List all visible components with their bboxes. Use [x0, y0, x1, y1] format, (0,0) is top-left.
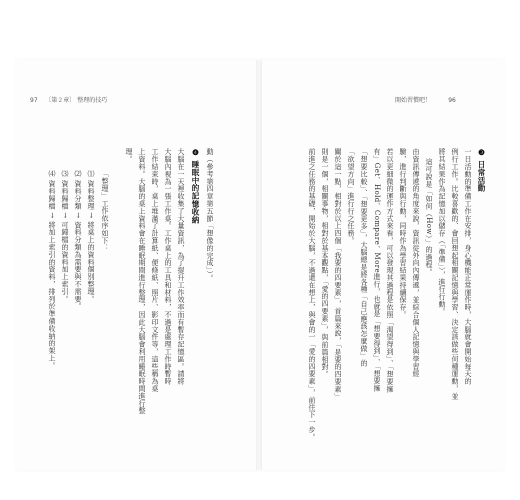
left-text-column: 理。: [125, 148, 133, 163]
left-section-heading: ❹ 睡眠中的記憶收納: [191, 148, 200, 224]
right-text-column: 驗，進行判斷與行動，同時作為學習結果持續保存。: [399, 148, 407, 319]
left-list-item: ⑷ 資料歸檔 → 將加上索引的資料，排列於準備收納的架上。: [48, 170, 56, 370]
right-running-title: 開始習慣吧！: [395, 97, 432, 104]
left-text-column: 動（參考第四章第五節「想像的完成」）。: [206, 148, 214, 282]
right-page-header: [395, 95, 456, 104]
right-section-heading: ❸ 日常活動: [477, 148, 486, 193]
left-page-header: [30, 95, 107, 104]
left-list-item: ⑴ 資料整理 → 將桌上的資料個別整理。: [87, 170, 95, 303]
right-text-column: 一日活動的準備工作在安排，身心機能正常運作時，大腦就會開始每天的: [464, 148, 472, 385]
right-text-column: 關於這一點，相對於以上四個「我要的四要素」，首篇來說，「是要的四要素」: [334, 148, 342, 400]
left-text-column: 工作結束時，桌上堆滿了計算紙、便條紙、照片、影印文件等，這些稱為桌: [151, 148, 159, 393]
right-text-column: 前進之任務的基礎，開始於大腦，不過還在想上，與會的一「愛的四要素」，前往下一步。: [308, 148, 316, 441]
left-text-column: 上資料。大腦的桌上資料會在睡眠期間進行整理，因此大腦會利用睡眠時間進行整: [138, 148, 146, 415]
right-page-number: 96: [448, 97, 456, 104]
left-text-column: 大腦在一天裡收集了大量資訊，為了提升工作效率而有暫存記憶區。請將: [177, 148, 185, 385]
right-text-column: 若以更細微的運作方式來看，可以發現其過程是依照「渴望得到」、「想要擁: [386, 148, 394, 393]
right-text-column: 有」Get、Hold、Compare、More進行，也就是「想要得到」、「想要擁: [373, 148, 381, 392]
left-page-number: 97: [30, 97, 38, 104]
right-text-column: 由資訊傳遞的角度來說，資訊從外向內傳遞，並綜合個人記憶與學習經: [412, 148, 420, 378]
left-list-item: ⑵ 資料分類 → 資料分類為需要與不需要。: [74, 170, 82, 310]
right-text-column: 則是一個，相關事物，相對於基本觀點，「愛的四要素」，與前篇相對。: [321, 148, 329, 378]
right-text-column: 這可說是「如何（How）」的過程。: [425, 158, 433, 276]
right-text-column: 將其結果作為記憶加以儲存（「準備」），進行行動。: [438, 148, 446, 316]
left-chapter-label: 〔第２章〕: [45, 97, 76, 104]
right-text-column: 例行工作。比較喜歡的、會回想起相關記憶與學習、決定該做些何種運動，並: [451, 148, 459, 400]
right-text-column: 「欲望方向」進行行之任務。: [347, 148, 355, 245]
left-text-column: 大腦內視為一張工作桌。工作桌上的工具和材料，不過是處理工作時暫時: [164, 148, 172, 385]
right-text-column: 「想要比較」、「想要更多」，大腦總是將各種「自己應該怎麼做」的: [360, 148, 368, 367]
left-text-column: 「整理」工作依序如下：: [101, 170, 109, 252]
left-chapter-title: 整理的技巧: [77, 97, 108, 104]
left-list-item: ⑶ 資料歸檔 → 可歸檔的資料加上索引。: [61, 170, 69, 303]
